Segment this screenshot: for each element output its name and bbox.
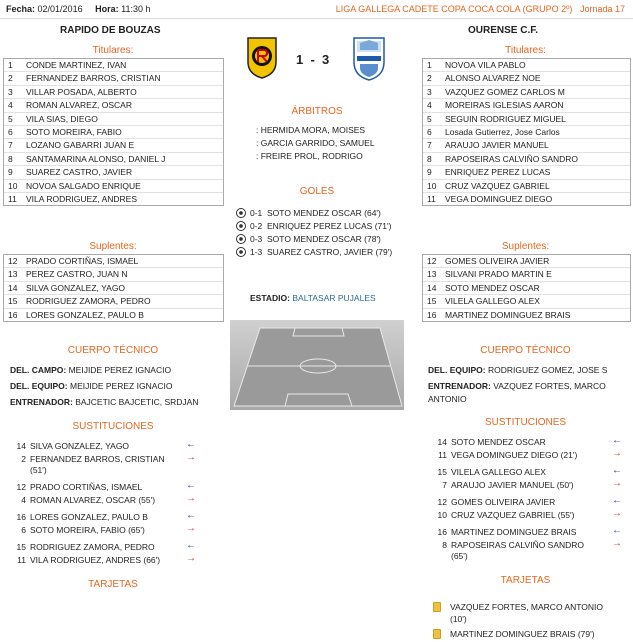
- referee-3: : FREIRE PROL, RODRIGO: [256, 151, 363, 161]
- arrow-in-icon: ←: [186, 510, 196, 521]
- estadio-label: ESTADIO:: [250, 293, 290, 303]
- player-name: CONDE MARTINEZ, IVAN: [26, 60, 127, 70]
- sub-number: 11: [438, 450, 447, 460]
- arrow-out-icon: →: [186, 553, 196, 564]
- player-row[interactable]: [423, 295, 630, 308]
- player-number: 15: [427, 296, 437, 307]
- goal-2: [236, 221, 391, 231]
- player-number: 16: [8, 309, 18, 320]
- home-suplentes-label: Suplentes:: [89, 241, 137, 252]
- home-starting-list: [3, 58, 224, 206]
- player-number: 5: [8, 113, 13, 124]
- sub-name: MARTINEZ DOMINGUEZ BRAIS: [451, 527, 577, 537]
- staff-name: VAZQUEZ FORTES, MARCO: [493, 381, 606, 391]
- ball-icon: [236, 208, 246, 218]
- player-number: 2: [8, 73, 13, 84]
- sub-row: [10, 525, 145, 535]
- home-staff-1: [10, 365, 171, 375]
- goal-1: [236, 208, 381, 218]
- player-row[interactable]: [423, 139, 630, 152]
- ball-icon: [236, 234, 246, 244]
- player-row[interactable]: [423, 126, 630, 139]
- goal-text: 0-3 SOTO MENDEZ OSCAR (78'): [250, 234, 381, 244]
- player-name: LORES GONZALEZ, PAULO B: [26, 309, 144, 320]
- player-row[interactable]: [4, 309, 223, 321]
- arrow-out-icon: →: [186, 493, 196, 504]
- player-number: 10: [427, 180, 437, 191]
- sub-number: 10: [437, 510, 447, 520]
- sub-row: [10, 555, 160, 565]
- player-name: MOREIRAS IGLESIAS AARON: [445, 100, 564, 111]
- arrow-out-icon: →: [612, 448, 622, 459]
- player-name: SOTO MENDEZ OSCAR: [445, 282, 540, 293]
- sub-row: [10, 454, 165, 464]
- player-row[interactable]: [4, 139, 223, 152]
- player-name: FERNANDEZ BARROS, CRISTIAN: [26, 73, 161, 84]
- player-row[interactable]: [423, 153, 630, 166]
- player-number: 6: [8, 126, 13, 137]
- away-tarjetas-label: TARJETAS: [500, 575, 551, 586]
- away-starting-list: [422, 58, 631, 206]
- home-staff-2: [10, 381, 173, 391]
- arbitros-label: ÁRBITROS: [291, 106, 343, 117]
- player-number: 4: [427, 100, 432, 111]
- sub-number: 8: [442, 540, 447, 550]
- sub-number: 15: [437, 467, 447, 477]
- sub-number: 4: [21, 495, 26, 505]
- player-row[interactable]: [4, 166, 223, 179]
- sub-name: CRUZ VAZQUEZ GABRIEL (55'): [451, 510, 575, 520]
- player-number: 3: [427, 86, 432, 97]
- goal-text: 0-1 SOTO MENDEZ OSCAR (64'): [250, 208, 381, 218]
- referee-1: : HERMIDA MORA, MOISES: [256, 125, 366, 135]
- home-team-crest: [246, 36, 278, 80]
- away-staff-2-cont: ANTONIO: [428, 394, 467, 404]
- sub-name: PRADO CORTIÑAS, ISMAEL: [30, 482, 143, 492]
- player-name: PRADO CORTIÑAS, ISMAEL: [26, 256, 139, 266]
- away-team-name: OURENSE C.F.: [468, 25, 539, 36]
- home-cuerpo-label: CUERPO TÉCNICO: [67, 345, 159, 356]
- sub-row: [431, 467, 546, 477]
- sub-number: 11: [17, 555, 26, 565]
- arrow-out-icon: →: [612, 478, 622, 489]
- player-row[interactable]: [4, 282, 223, 295]
- away-staff-1: [428, 365, 607, 375]
- player-number: 12: [8, 256, 18, 266]
- player-name: VILA SIAS, DIEGO: [26, 113, 98, 124]
- sub-row: [10, 441, 129, 451]
- player-name: PEREZ CASTRO, JUAN N: [26, 269, 128, 280]
- player-number: 13: [427, 269, 437, 280]
- arrow-in-icon: ←: [186, 540, 196, 551]
- arrow-in-icon: ←: [612, 465, 622, 476]
- player-number: 7: [427, 140, 432, 151]
- player-name: LOZANO GABARRI JUAN E: [26, 140, 135, 151]
- home-bench-list: [3, 254, 224, 322]
- arrow-out-icon: →: [186, 523, 196, 534]
- away-suplentes-label: Suplentes:: [501, 241, 550, 252]
- player-number: 4: [8, 100, 13, 111]
- staff-name: MEIJIDE PEREZ IGNACIO: [68, 365, 172, 375]
- player-row[interactable]: [423, 113, 630, 126]
- stadium-info: [250, 293, 376, 303]
- player-row[interactable]: [423, 166, 630, 179]
- arrow-in-icon: ←: [186, 480, 196, 491]
- goles-label: GOLES: [299, 186, 335, 197]
- goal-3: [236, 234, 381, 244]
- league-name: LIGA GALLEGA CADETE COPA COCA COLA (GRUPO 2º): [335, 4, 573, 14]
- sub-row: [431, 480, 574, 490]
- sub-number: 14: [16, 441, 26, 451]
- player-name: VEGA DOMINGUEZ DIEGO: [445, 193, 553, 204]
- sub-name: RODRIGUEZ ZAMORA, PEDRO: [30, 542, 155, 552]
- player-number: 8: [427, 153, 432, 164]
- sub-number: 16: [16, 512, 26, 522]
- player-row[interactable]: [423, 282, 630, 295]
- player-name: MARTINEZ DOMINGUEZ BRAIS: [445, 309, 571, 320]
- player-number: 13: [8, 269, 18, 280]
- home-titulares-label: Titulares:: [92, 45, 134, 56]
- away-sustituciones-label: SUSTITUCIONES: [484, 417, 567, 428]
- player-number: 11: [8, 193, 17, 204]
- staff-name: RODRIGUEZ GOMEZ, JOSE S: [488, 365, 608, 375]
- goal-4: [236, 247, 392, 257]
- match-header: [0, 0, 633, 19]
- player-number: 3: [8, 86, 13, 97]
- sub-name: LORES GONZALEZ, PAULO B: [30, 512, 148, 522]
- player-row[interactable]: [4, 59, 223, 72]
- hora-label: Hora:: [95, 4, 119, 14]
- player-number: 16: [427, 309, 437, 320]
- sub-name: VILELA GALLEGO ALEX: [451, 467, 546, 477]
- staff-name: MEIJIDE PEREZ IGNACIO: [70, 381, 173, 391]
- sub-row: [10, 482, 142, 492]
- player-row[interactable]: [423, 99, 630, 112]
- player-row[interactable]: [4, 86, 223, 99]
- sub-name: ROMAN ALVAREZ, OSCAR (55'): [30, 495, 156, 505]
- arrow-out-icon: →: [612, 538, 622, 549]
- arrow-in-icon: ←: [186, 439, 196, 450]
- sub-name: FERNANDEZ BARROS, CRISTIAN: [30, 454, 165, 464]
- arrow-out-icon: →: [612, 508, 622, 519]
- arrow-in-icon: ←: [612, 525, 622, 536]
- sub-row: [431, 450, 577, 460]
- player-row[interactable]: [423, 72, 630, 85]
- player-number: 7: [8, 140, 13, 151]
- staff-role: DEL. CAMPO:: [10, 365, 67, 375]
- final-score: 1 - 3: [296, 52, 330, 67]
- player-number: 14: [427, 282, 437, 293]
- sub-name: ARAUJO JAVIER MANUEL (50'): [451, 480, 574, 490]
- player-row[interactable]: [4, 180, 223, 193]
- away-card-1-min: (10'): [450, 614, 467, 624]
- player-number: 8: [8, 153, 13, 164]
- player-name: NOVOA SALGADO ENRIQUE: [26, 180, 141, 191]
- away-team-crest: [352, 36, 386, 82]
- yellow-card-icon: [433, 602, 441, 612]
- pitch-icon: [230, 320, 404, 410]
- sub-number: 16: [437, 527, 447, 537]
- player-number: 14: [8, 282, 18, 293]
- sub-row: [431, 437, 546, 447]
- sub-minute: (65'): [451, 551, 468, 561]
- player-name: SOTO MOREIRA, FABIO: [26, 126, 122, 137]
- player-name: Losada Gutierrez, Jose Carlos: [445, 126, 560, 137]
- sub-row: [431, 497, 555, 507]
- player-name: SILVANI PRADO MARTIN E: [445, 269, 552, 280]
- sub-row: [431, 510, 574, 520]
- player-name: VILA RODRIGUEZ, ANDRES: [26, 193, 137, 204]
- sub-number: 12: [16, 482, 26, 492]
- player-name: RAPOSEIRAS CALVIÑO SANDRO: [445, 153, 579, 164]
- staff-role: DEL. EQUIPO:: [428, 365, 486, 375]
- away-titulares-label: Titulares:: [505, 45, 546, 56]
- player-number: 9: [8, 167, 13, 178]
- player-name: NOVOA VILA PABLO: [445, 60, 526, 70]
- sub-number: 12: [437, 497, 447, 507]
- sub-name: SILVA GONZALEZ, YAGO: [30, 441, 130, 451]
- player-number: 1: [427, 60, 432, 70]
- player-number: 10: [8, 180, 18, 191]
- away-card-2-name: MARTINEZ DOMINGUEZ BRAIS (79'): [450, 629, 595, 639]
- player-row[interactable]: [423, 309, 630, 321]
- player-name: SILVA GONZALEZ, YAGO: [26, 282, 126, 293]
- player-row[interactable]: [423, 59, 630, 72]
- player-number: 12: [427, 256, 437, 266]
- sub-name: SOTO MENDEZ OSCAR: [451, 437, 546, 447]
- sub-number: 14: [437, 437, 447, 447]
- sub-name: GOMES OLIVEIRA JAVIER: [451, 497, 556, 507]
- player-row[interactable]: [423, 193, 630, 205]
- sub-number: 6: [21, 525, 26, 535]
- player-number: 11: [427, 193, 436, 204]
- sub-row: [10, 542, 155, 552]
- player-row[interactable]: [4, 193, 223, 205]
- player-row[interactable]: [423, 255, 630, 268]
- sub-row: [10, 512, 148, 522]
- home-tarjetas-label: TARJETAS: [88, 579, 138, 590]
- ball-icon: [236, 247, 246, 257]
- staff-role: ENTRENADOR:: [428, 381, 491, 391]
- sub-number: 7: [442, 480, 447, 490]
- home-sustituciones-label: SUSTITUCIONES: [72, 421, 154, 432]
- goal-text: 0-2 ENRIQUEZ PEREZ LUCAS (71'): [250, 221, 392, 231]
- fecha-value: 02/01/2016: [37, 4, 83, 14]
- estadio-link[interactable]: BALTASAR PUJALES: [292, 293, 376, 303]
- sub-name: RAPOSEIRAS CALVIÑO SANDRO: [451, 540, 585, 550]
- league-info: [336, 4, 625, 14]
- player-row[interactable]: [4, 153, 223, 166]
- yellow-card-icon: [433, 629, 441, 639]
- ball-icon: [236, 221, 246, 231]
- player-name: ARAUJO JAVIER MANUEL: [445, 140, 549, 151]
- fecha-label: Fecha:: [6, 4, 36, 14]
- player-number: 1: [8, 60, 13, 70]
- player-name: VILLAR POSADA, ALBERTO: [26, 86, 137, 97]
- player-name: VILELA GALLEGO ALEX: [445, 296, 540, 307]
- player-name: RODRIGUEZ ZAMORA, PEDRO: [26, 296, 151, 307]
- player-name: ENRIQUEZ PEREZ LUCAS: [445, 167, 551, 178]
- staff-role: DEL. EQUIPO:: [10, 381, 68, 391]
- player-number: 15: [8, 296, 18, 307]
- arrow-in-icon: ←: [612, 435, 622, 446]
- staff-role: ENTRENADOR:: [10, 397, 73, 407]
- player-row[interactable]: [4, 268, 223, 281]
- player-name: ALONSO ALVAREZ NOE: [445, 73, 541, 84]
- player-row[interactable]: [423, 180, 630, 193]
- hora-value: 11:30 h: [121, 4, 151, 14]
- home-team-name: RAPIDO DE BOUZAS: [60, 25, 161, 36]
- sub-number: 15: [16, 542, 26, 552]
- stadium-pitch-image: [230, 320, 404, 410]
- player-row[interactable]: [4, 126, 223, 139]
- player-name: ROMAN ALVAREZ, OSCAR: [26, 100, 132, 111]
- player-name: CRUZ VAZQUEZ GABRIEL: [445, 180, 550, 191]
- sub-row: [431, 540, 584, 550]
- player-row[interactable]: [4, 295, 223, 308]
- sub-name: VEGA DOMINGUEZ DIEGO (21'): [451, 450, 578, 460]
- player-number: 2: [427, 73, 432, 84]
- sub-row: [431, 527, 576, 537]
- referee-2: : GARCIA GARRIDO, SAMUEL: [256, 138, 375, 148]
- sub-number: 2: [21, 454, 26, 464]
- arrow-out-icon: →: [186, 452, 196, 463]
- staff-name: BAJCETIC BAJCETIC, SRDJAN: [75, 397, 199, 407]
- away-cuerpo-label: CUERPO TÉCNICO: [480, 345, 571, 356]
- away-bench-list: [422, 254, 631, 322]
- sub-row: [10, 495, 155, 505]
- player-name: VAZQUEZ GOMEZ CARLOS M: [445, 86, 565, 97]
- player-row[interactable]: [4, 72, 223, 85]
- jornada: Jornada 17: [579, 4, 625, 14]
- player-row[interactable]: [4, 99, 223, 112]
- player-row[interactable]: [423, 268, 630, 281]
- player-name: SEGUIN RODRIGUEZ MIGUEL: [445, 113, 566, 124]
- home-staff-3: [10, 397, 198, 407]
- away-staff-2: [428, 381, 606, 391]
- player-name: SUAREZ CASTRO, JAVIER: [26, 167, 133, 178]
- player-row[interactable]: [4, 255, 223, 268]
- player-number: 5: [427, 113, 432, 124]
- player-row[interactable]: [423, 86, 630, 99]
- player-number: 9: [427, 167, 432, 178]
- match-datetime: [6, 4, 151, 14]
- sub-name: VILA RODRIGUEZ, ANDRES (66'): [30, 555, 161, 565]
- player-row[interactable]: [4, 113, 223, 126]
- sub-minute: (51'): [30, 465, 47, 475]
- goal-text: 1-3 SUAREZ CASTRO, JAVIER (79'): [250, 247, 393, 257]
- arrow-in-icon: ←: [612, 495, 622, 506]
- player-name: GOMES OLIVEIRA JAVIER: [445, 256, 550, 266]
- away-card-1-name: VAZQUEZ FORTES, MARCO ANTONIO: [450, 602, 604, 612]
- player-number: 6: [427, 126, 432, 137]
- player-name: SANTAMARINA ALONSO, DANIEL J: [26, 153, 166, 164]
- sub-name: SOTO MOREIRA, FABIO (65'): [30, 525, 145, 535]
